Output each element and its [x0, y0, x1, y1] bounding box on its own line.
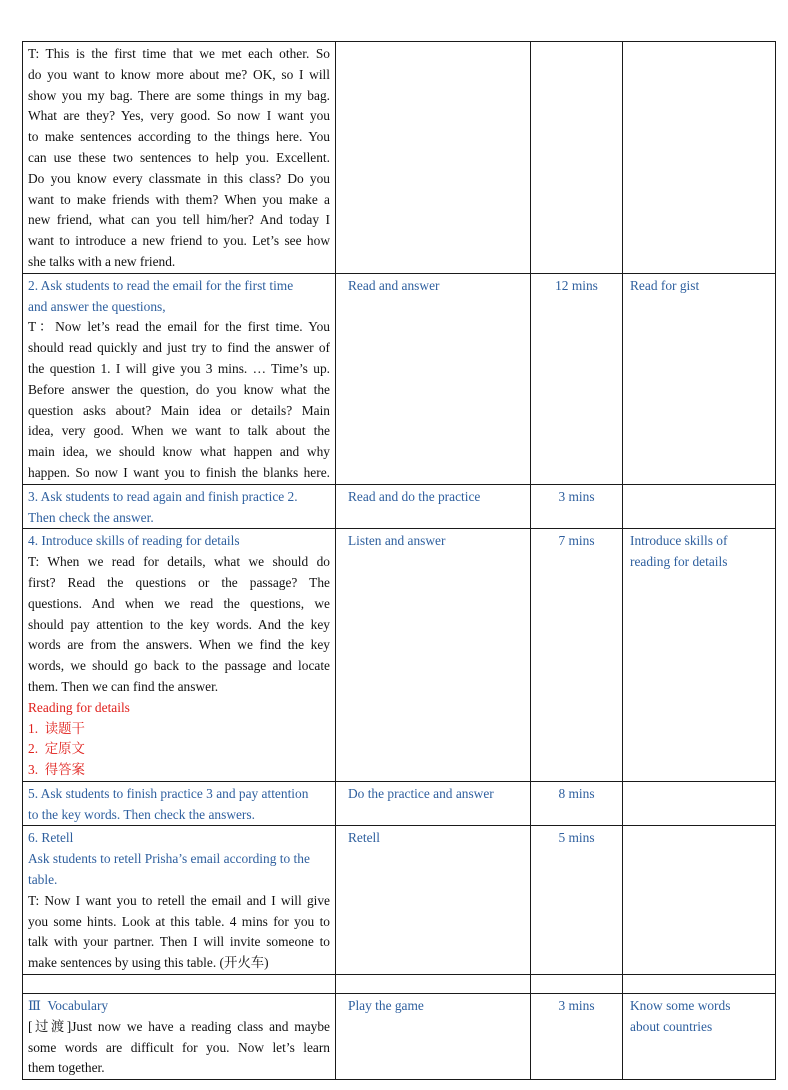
procedure-line: you some hints. Look at this table. 4 mins for you to: [28, 913, 330, 929]
procedure-line: she talks with a new friend.: [28, 253, 176, 269]
procedure-line: want to introduce a new friend to you. Let’s see how: [28, 233, 330, 249]
procedure-line: do you want to know more about me? OK, so I will: [28, 66, 330, 82]
activity-cell: Play the game: [336, 994, 531, 1080]
procedure-line: Before answer the question, do you know what the: [28, 381, 330, 397]
table-row: [23, 781, 776, 826]
table-row: [23, 273, 776, 484]
purpose-cell: Read for gist: [623, 273, 776, 484]
time-cell: 5 mins: [531, 826, 623, 975]
purpose-cell: [623, 529, 776, 782]
procedure-line: main idea, we should know what happen and why: [28, 444, 330, 460]
purpose-line: reading for details: [630, 554, 728, 570]
table-row: [23, 42, 776, 274]
procedure-line: new friend, what can you tell him/her? And today I: [28, 212, 330, 228]
procedure-line: should pay attention to the key words. And the key: [28, 616, 330, 632]
empty-row: [23, 975, 776, 994]
section-heading: Ⅲ Vocabulary: [28, 998, 109, 1014]
reading-step: 1. 读题干: [28, 720, 85, 736]
empty-cell: [23, 975, 336, 994]
empty-cell: [336, 975, 531, 994]
procedure-line: Do you know every classmate in this class? Do you: [28, 170, 330, 186]
table-row: [23, 529, 776, 782]
time-cell: 12 mins: [531, 273, 623, 484]
procedure-cell: [23, 994, 336, 1080]
reading-step: 3. 得答案: [28, 762, 85, 778]
procedure-cell: [23, 42, 336, 274]
procedure-line: some words are difficult for you. Now let’s learn: [28, 1039, 330, 1055]
time-cell: 8 mins: [531, 781, 623, 826]
procedure-line: words are from the answers. When we find the key: [28, 637, 330, 653]
activity-cell: Do the practice and answer: [336, 781, 531, 826]
procedure-line: first? Read the questions or the passage? The: [28, 574, 330, 590]
procedure-line: idea, very good. When we want to talk about the: [28, 423, 330, 439]
activity-cell: Read and answer: [336, 273, 531, 484]
purpose-line: Introduce skills of: [630, 533, 728, 549]
step-heading: table.: [28, 872, 58, 888]
purpose-cell: [623, 781, 776, 826]
procedure-line: show you my bag. There are some things in my bag.: [28, 87, 330, 103]
procedure-line: to make sentences according to the things here. You: [28, 129, 330, 145]
purpose-cell: [623, 994, 776, 1080]
procedure-line: words, we should go back to the passage and locate: [28, 658, 330, 674]
procedure-line: T: When we read for details, what we should do: [28, 554, 330, 570]
step-heading: to the key words. Then check the answers.: [28, 806, 255, 822]
step-heading: Then check the answer.: [28, 509, 154, 525]
procedure-line: want to make friends with them? When you make a: [28, 191, 330, 207]
purpose-cell: [623, 484, 776, 529]
procedure-line: T: This is the first time that we met each other. So: [28, 46, 330, 61]
procedure-line: talk with your partner. Then I will invite someone to: [28, 934, 330, 950]
procedure-cell: [23, 529, 336, 782]
lesson-plan-table: [22, 41, 776, 1080]
activity-cell: [336, 42, 531, 274]
step-heading: 6. Retell: [28, 830, 74, 846]
purpose-line: about countries: [630, 1018, 713, 1034]
procedure-line: T：Now let’s read the email for the first time. You: [28, 319, 330, 335]
procedure-line: happen. So now I want you to finish the blanks here.: [28, 464, 330, 480]
step-heading: Ask students to retell Prisha’s email according to the: [28, 851, 310, 867]
activity-cell: Retell: [336, 826, 531, 975]
procedure-cell: [23, 484, 336, 529]
step-heading: 2. Ask students to read the email for the first time: [28, 277, 294, 293]
step-heading: and answer the questions,: [28, 298, 166, 314]
procedure-line: question asks about? Main idea or details? Main: [28, 402, 330, 418]
procedure-line: them. Then we can find the answer.: [28, 678, 219, 694]
reading-step: 2. 定原文: [28, 741, 85, 757]
procedure-line: T: Now I want you to retell the email and I will give: [28, 892, 330, 908]
table-row: [23, 994, 776, 1080]
procedure-line: can use these two sentences to help you. Excellent.: [28, 149, 330, 165]
step-heading: 4. Introduce skills of reading for details: [28, 533, 240, 549]
activity-cell: Listen and answer: [336, 529, 531, 782]
procedure-cell: [23, 781, 336, 826]
purpose-cell: [623, 826, 776, 975]
time-cell: [531, 42, 623, 274]
purpose-line: Know some words: [630, 998, 731, 1014]
purpose-cell: [623, 42, 776, 274]
empty-cell: [623, 975, 776, 994]
procedure-line: them together.: [28, 1060, 105, 1076]
procedure-line: questions. And when we read the questions, we: [28, 595, 330, 611]
procedure-line: the question 1. I will give you 3 mins. … Time’s up.: [28, 360, 330, 376]
table-row: [23, 826, 776, 975]
empty-cell: [531, 975, 623, 994]
step-heading: 5. Ask students to finish practice 3 and pay attention: [28, 785, 309, 801]
procedure-cell: [23, 273, 336, 484]
lesson-plan-page: [22, 41, 774, 1080]
time-cell: 7 mins: [531, 529, 623, 782]
step-heading: 3. Ask students to read again and finish practice 2.: [28, 488, 298, 504]
time-cell: 3 mins: [531, 484, 623, 529]
procedure-line: What are they? Yes, very good. So now I want you: [28, 108, 330, 124]
time-cell: 3 mins: [531, 994, 623, 1080]
procedure-line: should read quickly and just try to find the answer of: [28, 340, 330, 356]
reading-steps-title: Reading for details: [28, 699, 130, 715]
procedure-line: make sentences by using this table. (开火车): [28, 955, 269, 971]
activity-cell: Read and do the practice: [336, 484, 531, 529]
procedure-cell: [23, 826, 336, 975]
procedure-line: [过渡]Just now we have a reading class and maybe: [28, 1018, 330, 1034]
table-row: [23, 484, 776, 529]
